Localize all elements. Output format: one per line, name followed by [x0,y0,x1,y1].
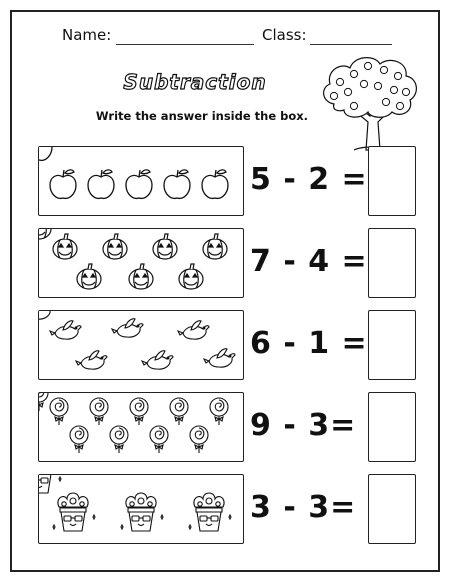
apple-tree-icon [314,52,426,152]
bird-icon [39,311,245,381]
class-line[interactable] [310,44,392,45]
equation-3: 6 - 1 = [250,326,368,361]
equation-2: 7 - 4 = [250,244,368,279]
flower-pot-icon [39,475,245,545]
problem-row-2 [38,228,418,298]
answer-box-2[interactable] [368,228,416,298]
header-row [12,24,438,54]
problem-row-1 [38,146,418,216]
picture-box-3 [38,310,244,380]
picture-box-2 [38,228,244,298]
worksheet-title: Subtraction [123,70,267,94]
equation-4: 9 - 3= [250,408,357,443]
problem-row-4 [38,392,418,462]
picture-box-5 [38,474,244,544]
answer-box-1[interactable] [368,146,416,216]
apple-icon [39,147,245,217]
picture-box-1 [38,146,244,216]
problem-row-5 [38,474,418,544]
picture-box-4 [38,392,244,462]
answer-box-5[interactable] [368,474,416,544]
pumpkin-icon [39,229,245,299]
name-label: Name: [62,26,112,44]
class-label: Class: [262,26,307,44]
name-line[interactable] [116,44,254,45]
equation-5: 3 - 3= [250,490,357,525]
equation-1: 5 - 2 = [250,162,368,197]
problem-row-3 [38,310,418,380]
answer-box-3[interactable] [368,310,416,380]
worksheet-page [10,10,440,572]
instruction-text: Write the answer inside the box. [95,109,309,123]
lollipop-icon [39,393,245,463]
answer-box-4[interactable] [368,392,416,462]
